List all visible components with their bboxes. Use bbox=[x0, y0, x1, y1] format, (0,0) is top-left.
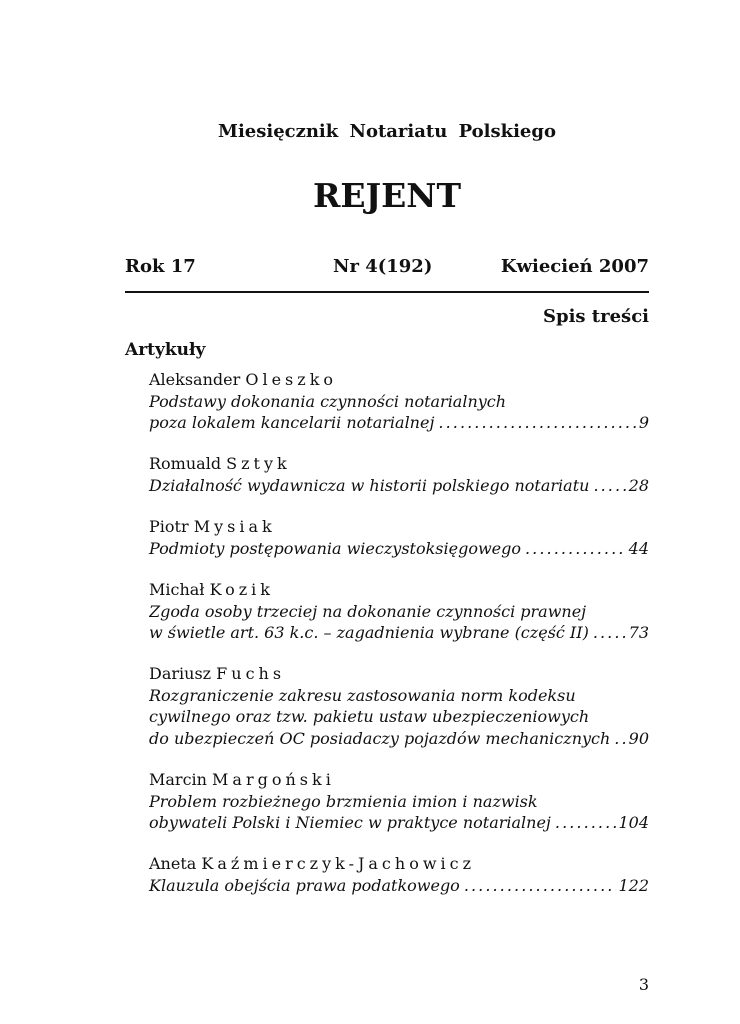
entry-title-line: Rozgraniczenie zakresu zastosowania norm kodeksu bbox=[149, 685, 576, 705]
entry-title-text: Klauzula obejścia prawa podatkowego bbox=[149, 875, 460, 895]
entry-title-last-line bbox=[149, 812, 649, 834]
issue-number: Nr 4(192) bbox=[333, 256, 433, 277]
author-first-name: Piotr bbox=[149, 517, 189, 536]
page-number: 3 bbox=[638, 975, 649, 994]
author-surname: Kozik bbox=[209, 580, 274, 599]
issue-date: Kwiecień 2007 bbox=[500, 256, 649, 277]
toc-entry[interactable] bbox=[149, 516, 649, 559]
author-first-name: Michał bbox=[149, 580, 205, 599]
toc-entry[interactable] bbox=[149, 579, 649, 644]
author-surname: Fuchs bbox=[216, 664, 286, 683]
toc-entry[interactable] bbox=[149, 663, 649, 749]
author-first-name: Romuald bbox=[149, 454, 222, 473]
author-surname: Oleszko bbox=[245, 370, 338, 389]
entry-title-last-line bbox=[149, 475, 649, 497]
entry-title-line: cywilnego oraz tzw. pakietu ustaw ubezpieczeniowych bbox=[149, 707, 590, 726]
entry-title-text: Podmioty postępowania wieczystoksięgowego bbox=[149, 538, 521, 558]
entry-page-ref: 104 bbox=[618, 813, 649, 832]
author-surname: Sztyk bbox=[226, 454, 291, 473]
toc-entry[interactable] bbox=[149, 769, 649, 834]
entry-title-last-line bbox=[149, 728, 649, 750]
toc-heading: Spis treści bbox=[542, 306, 649, 327]
dot-leader bbox=[593, 475, 626, 497]
entry-page-ref: 9 bbox=[638, 413, 649, 432]
journal-title: REJENT bbox=[312, 176, 462, 215]
author-first-name: Dariusz bbox=[149, 664, 212, 683]
toc-entry[interactable] bbox=[149, 853, 649, 896]
entry-page-ref: 44 bbox=[628, 538, 649, 558]
entry-title-text: Działalność wydawnicza w historii polskiego notariatu bbox=[149, 475, 590, 495]
dot-leader bbox=[555, 812, 617, 834]
toc-entry[interactable] bbox=[149, 369, 649, 434]
author-surname: Margoński bbox=[212, 770, 335, 789]
header-divider bbox=[125, 291, 649, 293]
entry-author bbox=[149, 853, 649, 875]
author-first-name: Aleksander bbox=[149, 370, 241, 389]
entry-author bbox=[149, 516, 649, 538]
author-first-name: Marcin bbox=[149, 770, 207, 789]
entry-author bbox=[149, 369, 649, 391]
entry-title-last-line bbox=[149, 622, 649, 644]
entry-author bbox=[149, 453, 649, 475]
dot-leader bbox=[525, 538, 627, 560]
author-surname: Mysiak bbox=[193, 517, 276, 536]
dot-leader bbox=[438, 412, 636, 434]
entry-title-last-line bbox=[149, 538, 649, 560]
entry-title-text: w świetle art. 63 k.c. – zagadnienia wybrane (część II) bbox=[149, 623, 589, 642]
entry-title-text: do ubezpieczeń OC posiadaczy pojazdów mechanicznych bbox=[149, 728, 611, 748]
entry-author bbox=[149, 769, 649, 791]
entry-page-ref: 73 bbox=[628, 623, 649, 642]
author-surname: Kaźmierczyk-Jachowicz bbox=[201, 854, 476, 873]
issue-year: Rok 17 bbox=[125, 256, 196, 277]
entry-title-text: obywateli Polski i Niemiec w praktyce notarialnej bbox=[149, 813, 551, 832]
author-first-name: Aneta bbox=[149, 854, 197, 873]
issue-info-row bbox=[125, 256, 649, 280]
entry-title-last-line bbox=[149, 875, 649, 897]
entry-author bbox=[149, 663, 649, 685]
dot-leader bbox=[593, 622, 627, 644]
entry-title-line: Problem rozbieżnego brzmienia imion i nazwisk bbox=[149, 791, 538, 811]
entry-page-ref: 122 bbox=[618, 875, 649, 895]
journal-subtitle: Miesięcznik Notariatu Polskiego bbox=[218, 121, 556, 142]
entry-title-line: Podstawy dokonania czynności notarialnych bbox=[149, 391, 507, 411]
entry-page-ref: 90 bbox=[628, 728, 649, 748]
entry-title-text: poza lokalem kancelarii notarialnej bbox=[149, 413, 435, 432]
entry-title-last-line bbox=[149, 412, 649, 434]
entry-title-line: Zgoda osoby trzeciej na dokonanie czynności prawnej bbox=[149, 601, 587, 621]
toc-entry[interactable] bbox=[149, 453, 649, 496]
entry-page-ref: 28 bbox=[628, 475, 649, 495]
section-heading-articles: Artykuły bbox=[125, 340, 206, 360]
entry-author bbox=[149, 579, 649, 601]
dot-leader bbox=[464, 875, 617, 897]
dot-leader bbox=[614, 728, 626, 750]
